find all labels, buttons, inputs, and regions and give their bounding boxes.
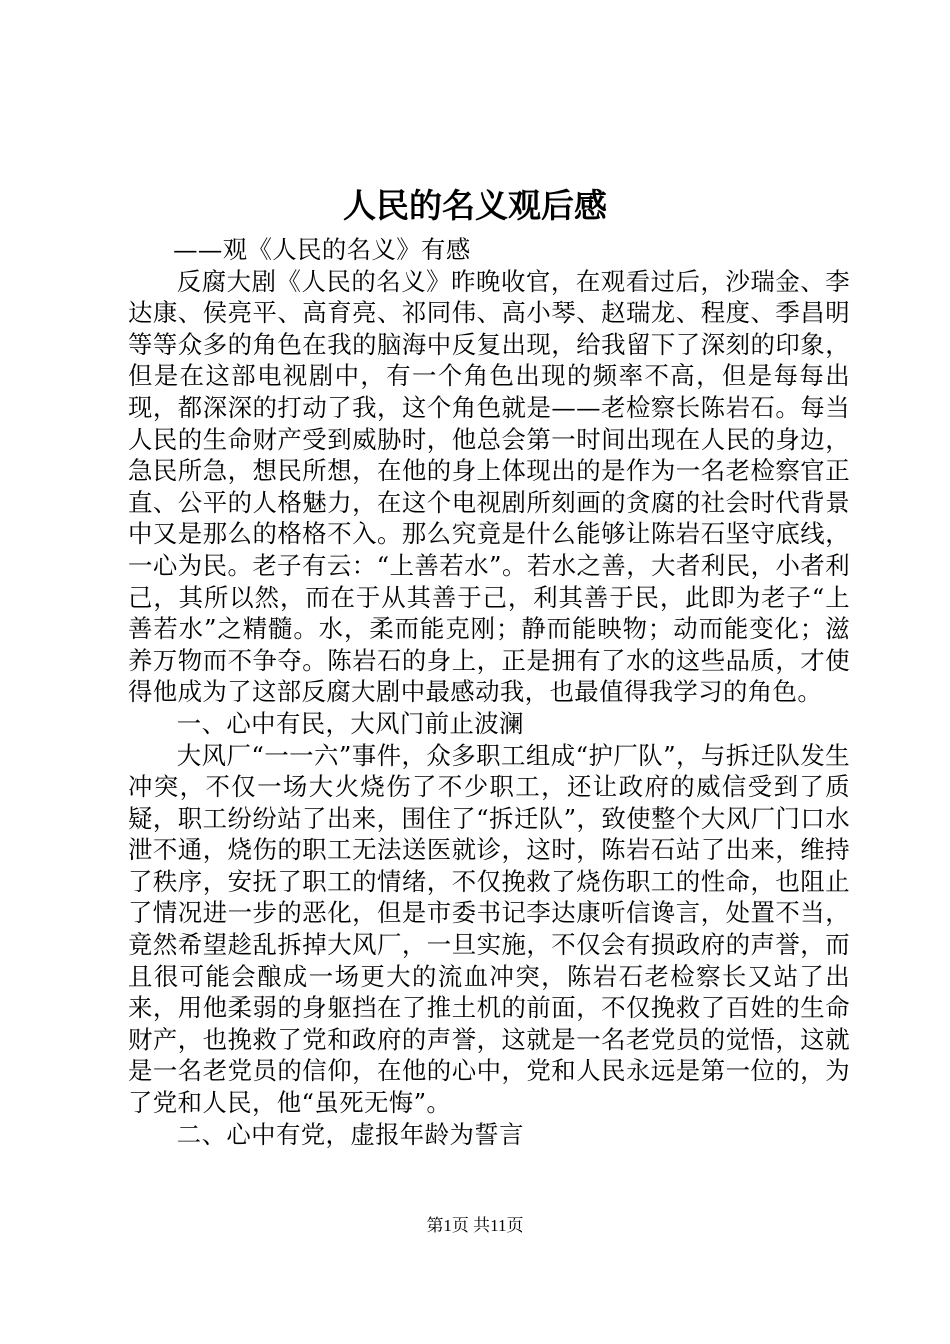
section-heading-1: 一、心中有民，大风门前止波澜 xyxy=(176,708,524,738)
page-number-footer: 第1页 共11页 xyxy=(426,1216,524,1235)
section-heading-2: 二、心中有党，虚报年龄为誓言 xyxy=(176,1119,524,1149)
document-title: 人民的名义观后感 xyxy=(343,186,607,225)
intro-paragraph: 反腐大剧《人民的名义》昨晚收官，在观看过后，沙瑞金、李达康、侯亮平、高育亮、祁同伟、高小琴、赵瑞龙、程度、季昌明等等众多的角色在我的脑海中反复出现，给我留下了深刻的印象，但是在这部电视剧中，有一个角色出现的频率不高，但是每每出现，都深深的打动了我，这个角色就是——老检察长陈岩石。每当人民的生命财产受到威胁时，他总会第一时间出现在人民的身边，急民所急，想民所想，在他的身上体现出的是作为一名老检察官正直、公平的人格魅力，在这个电视剧所刻画的贪腐的社会时代背景中又是那么的格格不入。那么究竟是什么能够让陈岩石坚守底线，一心为民。老子有云：“上善若水”。若水之善，大者利民，小者利己，其所以然，而在于从其善于己，利其善于民，此即为老子“上善若水”之精髓。水，柔而能克刚；静而能映物；动而能变化；滋养万物而不争夺。陈岩石的身上，正是拥有了水的这些品质，才使得他成为了这部反腐大剧中最感动我，也最值得我学习的角色。 xyxy=(128,266,850,707)
section-1-paragraph: 大风厂“一一六”事件，众多职工组成“护厂队”，与拆迁队发生冲突，不仅一场大火烧伤了不少职工，还让政府的威信受到了质疑，职工纷纷站了出来，围住了“拆迁队”，致使整个大风厂门口水泄不通，烧伤的职工无法送医就诊，这时，陈岩石站了出来，维持了秩序，安抚了职工的情绪，不仅挽救了烧伤职工的性命，也阻止了情况进一步的恶化，但是市委书记李达康听信谗言，处置不当，竟然希望趁乱拆掉大风厂，一旦实施，不仅会有损政府的声誉，而且很可能会酿成一场更大的流血冲突，陈岩石老检察长又站了出来，用他柔弱的身躯挡在了推土机的前面，不仅挽救了百姓的生命财产，也挽救了党和政府的声誉，这就是一名老党员的觉悟，这就是一名老党员的信仰，在他的心中，党和人民永远是第一位的，为了党和人民，他“虽死无悔”。 xyxy=(128,740,850,1118)
document-body xyxy=(128,234,850,1150)
subtitle-paragraph: ——观《人民的名义》有感 xyxy=(173,235,471,264)
